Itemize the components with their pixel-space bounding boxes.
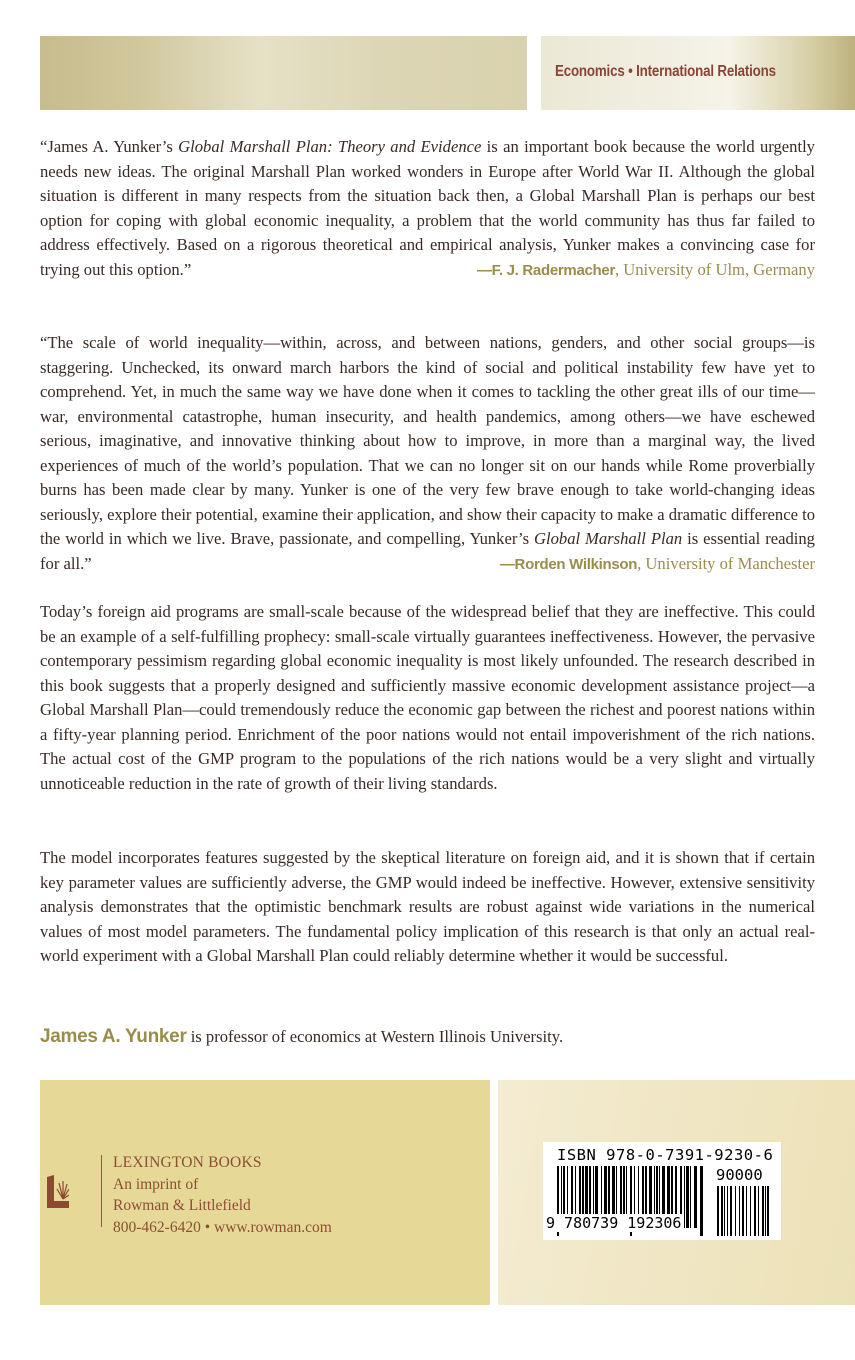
barcode-bar: [690, 1166, 691, 1228]
quote-text: [40, 333, 815, 573]
book-title: Global Marshall Plan: Theory and Evidence: [178, 137, 482, 156]
endorser-name: —F. J. Radermacher: [476, 261, 615, 279]
isbn-barcode: [543, 1142, 781, 1240]
subject-category: Economics • International Relations: [555, 63, 776, 80]
quote-attribution: [477, 258, 815, 284]
publisher-logo-icon: [47, 1175, 69, 1208]
divider: [101, 1155, 102, 1227]
endorsement-quote-2: [40, 331, 815, 577]
description-text: Today’s foreign aid programs are small-scale because of the widespread belief that they are ineffective. This could be an example of a self-fulfilling prophecy: small-scale virtually guarantees ineffectiveness. However, the pervasive contemporary pessimism regarding global economic inequality is most likely unfounded. The research described in this book suggests that a properly designed and sufficiently massive economic development assistance project—a Global Marshall Plan—could tremendously reduce the economic gap between the richest and poorest nations within a fifty-year planning period. Enrichment of the poor nations would not entail impoverishment of the rich nations. The actual cost of the GMP program to the populations of the rich nations would be a very slight and virtually unnoticeable reduction in the rate of growth of their living standards.: [40, 602, 815, 793]
quote-segment: is essential reading for all.”: [40, 529, 815, 573]
barcode-addon-bar: [735, 1186, 736, 1236]
isbn-text: ISBN 978-0-7391-9230-6: [557, 1146, 774, 1164]
endorser-affiliation: , University of Ulm, Germany: [614, 259, 815, 279]
publisher-info: [113, 1152, 332, 1238]
author-bio: [40, 1026, 563, 1048]
barcode-addon-bar: [767, 1186, 769, 1236]
barcode-bar: [684, 1166, 685, 1228]
barcode-addon-bar: [730, 1186, 732, 1236]
barcode-addon-bar: [765, 1186, 766, 1236]
barcode-addon-bar: [717, 1186, 719, 1236]
barcode-addon-bar: [742, 1186, 744, 1236]
author-bio-text: is professor of economics at Western Illinois University.: [186, 1027, 564, 1046]
barcode-addon-bar: [721, 1186, 723, 1236]
endorser-name: —Rorden Wilkinson: [499, 555, 638, 573]
description-text: The model incorporates features suggested by the skeptical literature on foreign aid, and it is shown that if certain key parameter values are sufficiently adverse, the GMP would indeed be ineffective. However, extensive sensitivity analysis demonstrates that the optimistic benchmark results are robust against wide variations in the numerical values of most model parameters. The fundamental policy implication of this research is that only an actual real-world experiment with a Global Marshall Plan could reliably determine whether it would be successful.: [40, 848, 815, 965]
publisher-contact: 800-462-6420 • www.rowman.com: [113, 1218, 332, 1236]
barcode-digits: 9 780739 192306: [546, 1214, 682, 1232]
barcode-bar: [694, 1166, 697, 1228]
endorsement-quote-1: [40, 135, 815, 283]
author-name: James A. Yunker: [40, 1026, 187, 1047]
barcode-addon-bar: [727, 1186, 728, 1236]
barcode-addon-bar: [762, 1186, 764, 1236]
publisher-parent: Rowman & Littlefield: [113, 1197, 251, 1214]
barcode-bar: [700, 1166, 703, 1236]
barcode-addon-bar: [724, 1186, 725, 1236]
barcode-addon-bar: [746, 1186, 747, 1236]
quote-segment: “The scale of world inequality—within, across, and between nations, genders, and other social groups—is staggering. Unchecked, its onward march harbors the kind of social and political instability few have yet to comprehend. Yet, in much the same way we have done when it comes to tackling the other great ills of our time—war, environmental catastrophe, human insecurity, and health pandemics, among others—we have eschewed serious, imaginative, and innovative thinking about how to improve, in more than a marginal way, the lived experiences of much of the world’s population. That we can no longer sit on our hands while Rome proverbially burns has been made clear by many. Yunker is one of the very few brave enough to take world-changing ideas seriously, explore their potential, examine their application, and show their capacity to make a dramatic difference to the world in which we live. Brave, passionate, and compelling, Yunker’s: [40, 333, 816, 548]
barcode-addon-bar: [758, 1186, 759, 1236]
description-paragraph-1: [40, 600, 815, 796]
quote-segment: “James A. Yunker’s: [40, 137, 179, 156]
publisher-imprint: An imprint of: [113, 1175, 199, 1193]
barcode-addon: 90000: [716, 1166, 763, 1184]
quote-segment: is an important book because the world urgently needs new ideas. The original Marshall Plan worked wonders in Europe after World War II. Although the global situation is different in many respects from the situation back then, a Global Marshall Plan is perhaps our best option for coping with global economic inequality, a problem that the world community has thus far failed to address effectively. Based on a rigorous theoretical and empirical analysis, Yunker makes a convincing case for trying out this option.”: [40, 137, 815, 279]
header-band-left: [40, 36, 527, 110]
barcode-bar: [686, 1166, 689, 1228]
barcode-addon-bar: [750, 1186, 751, 1236]
quote-attribution: [500, 552, 815, 578]
barcode-addon-bar: [739, 1186, 740, 1236]
description-paragraph-2: [40, 846, 815, 969]
barcode-addon-bar: [754, 1186, 756, 1236]
book-title: Global Marshall Plan: [534, 529, 683, 548]
quote-text: [40, 137, 815, 279]
publisher-name: LEXINGTON BOOKS: [113, 1154, 262, 1171]
endorser-affiliation: , University of Manchester: [637, 553, 815, 573]
